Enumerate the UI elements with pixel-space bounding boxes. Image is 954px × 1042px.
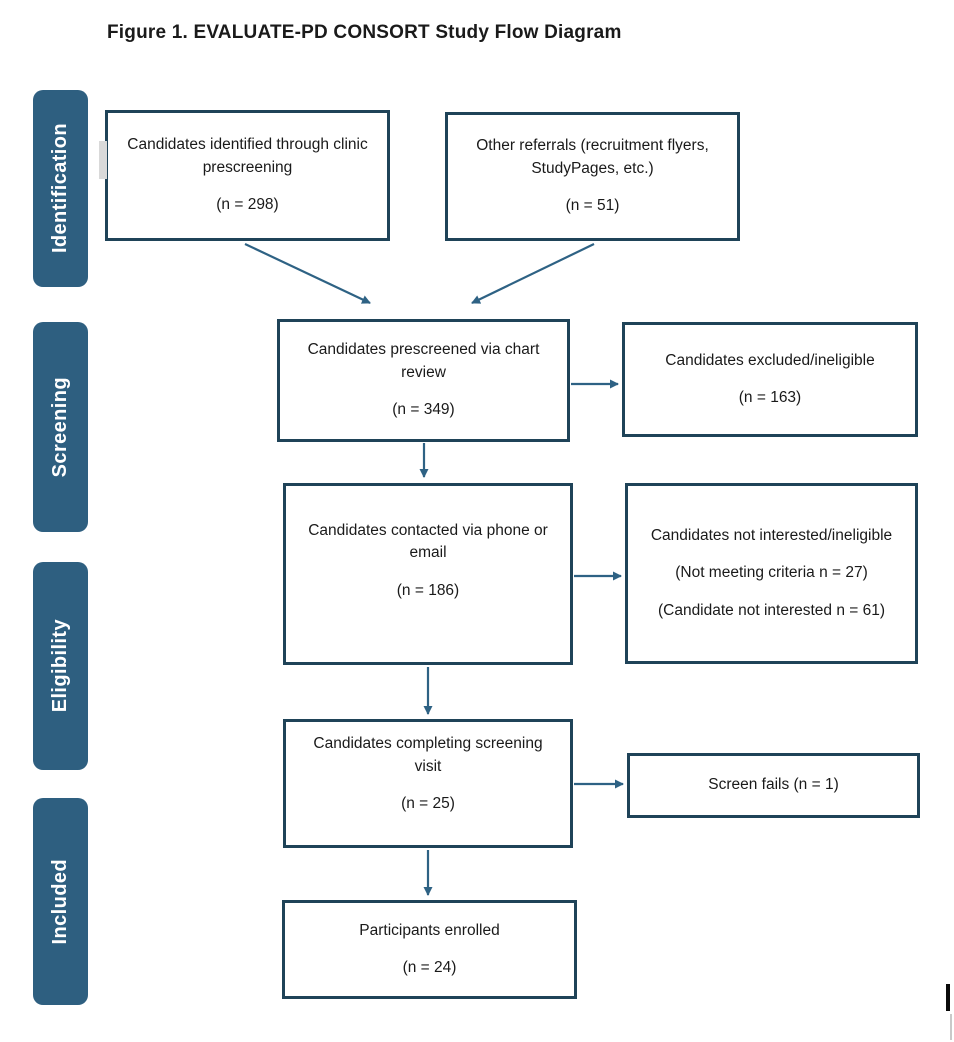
box-prescreened-chart-review-count: (n = 349) (392, 401, 455, 419)
box-screen-fails-label: Screen fails (n = 1) (708, 776, 839, 794)
box-not-interested-detail-interest: (Candidate not interested n = 61) (657, 601, 886, 619)
selection-handle-artifact (99, 141, 107, 179)
box-not-interested-ineligible-label: Candidates not interested/ineligible (650, 526, 893, 544)
box-prescreened-chart-review (277, 319, 570, 442)
box-other-referrals-count: (n = 51) (565, 197, 620, 215)
box-prescreened-chart-review-label: Candidates prescreened via chart review (307, 341, 540, 381)
stage-identification (33, 90, 88, 287)
box-not-interested-detail-criteria: (Not meeting criteria n = 27) (675, 564, 868, 582)
box-screening-visit-label: Candidates completing screening visit (313, 735, 543, 775)
box-not-interested-ineligible (625, 483, 918, 664)
box-excluded-ineligible-label: Candidates excluded/ineligible (665, 351, 875, 369)
text-cursor-artifact (946, 984, 950, 1011)
box-participants-enrolled (282, 900, 577, 999)
box-screening-visit-count: (n = 25) (401, 795, 455, 813)
box-contacted-phone-email-count: (n = 186) (396, 581, 460, 599)
stage-included-label: Included (49, 858, 71, 945)
box-other-referrals (445, 112, 740, 241)
box-excluded-ineligible (622, 322, 918, 437)
box-participants-enrolled-label: Participants enrolled (359, 921, 500, 939)
stage-eligibility (33, 562, 88, 770)
box-participants-enrolled-count: (n = 24) (402, 959, 457, 976)
box-screen-fails (627, 753, 920, 818)
box-screening-visit (283, 719, 573, 848)
stage-identification-label: Identification (49, 123, 71, 254)
box-clinic-prescreening (105, 110, 390, 241)
box-clinic-prescreening-label: Candidates identified through clinic prescreening (127, 136, 368, 176)
stage-screening (33, 322, 88, 532)
figure-title: Figure 1. EVALUATE-PD CONSORT Study Flow Diagram (107, 22, 622, 43)
box-other-referrals-label: Other referrals (recruitment flyers, StudyPages, etc.) (476, 137, 709, 177)
arrow-referrals-to-prescreened (472, 244, 594, 303)
stage-screening-label: Screening (49, 376, 71, 478)
arrow-clinic-to-prescreened (245, 244, 370, 303)
box-contacted-phone-email-label: Candidates contacted via phone or email (308, 522, 548, 562)
box-clinic-prescreening-count: (n = 298) (216, 196, 279, 214)
box-excluded-ineligible-count: (n = 163) (738, 389, 802, 406)
stage-included (33, 798, 88, 1005)
box-contacted-phone-email (283, 483, 573, 665)
stage-eligibility-label: Eligibility (49, 619, 71, 713)
text-cursor-artifact-faint (950, 1014, 952, 1040)
